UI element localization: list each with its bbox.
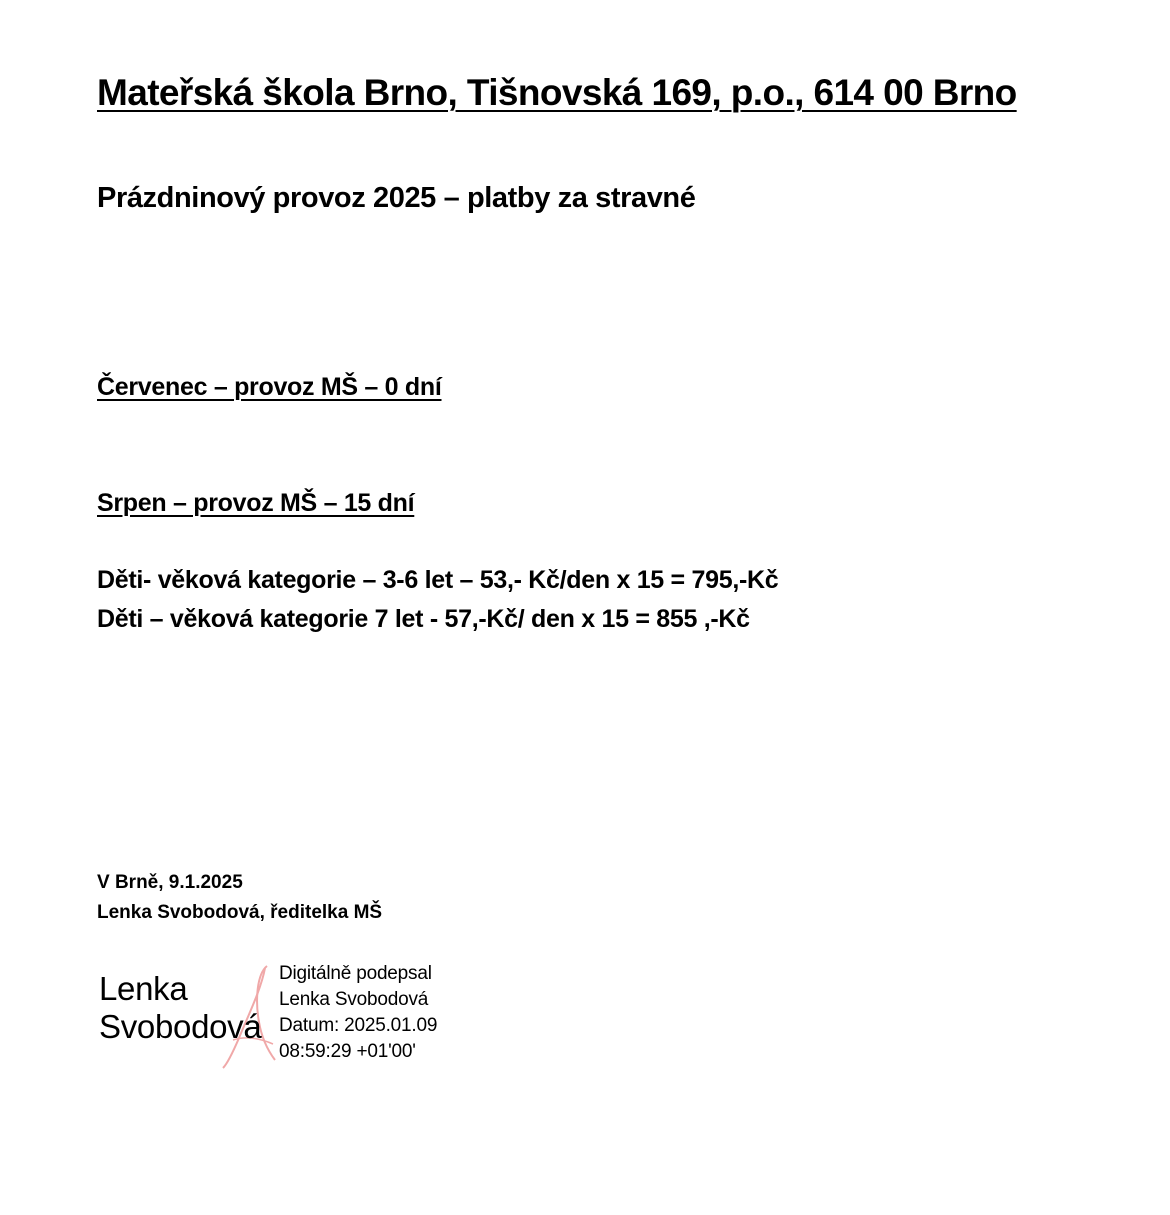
signatory: Lenka Svobodová, ředitelka MŠ [97,902,383,923]
july-heading: Červenec – provoz MŠ – 0 dní [97,373,442,401]
place-date: V Brně, 9.1.2025 [97,872,243,893]
document-subtitle: Prázdninový provoz 2025 – platby za stravné [97,182,696,214]
august-heading: Srpen – provoz MŠ – 15 dní [97,489,415,517]
school-title: Mateřská škola Brno, Tišnovská 169, p.o., 614 00 Brno [97,72,1017,113]
price-line-age-7: Děti – věková kategorie 7 let - 57,-Kč/ den x 15 = 855 ,-Kč [97,605,750,633]
signature-name-first: Lenka [99,970,188,1007]
signature-detail-name: Lenka Svobodová [279,989,429,1010]
digital-signature [97,960,457,1070]
signature-name-last: Svobodová [99,1008,262,1045]
signature-detail-signed-by: Digitálně podepsal [279,963,432,984]
signature-detail-time: 08:59:29 +01'00' [279,1041,416,1062]
signature-detail-date: Datum: 2025.01.09 [279,1015,438,1036]
price-line-age-3-6: Děti- věková kategorie – 3-6 let – 53,- Kč/den x 15 = 795,-Kč [97,566,779,594]
